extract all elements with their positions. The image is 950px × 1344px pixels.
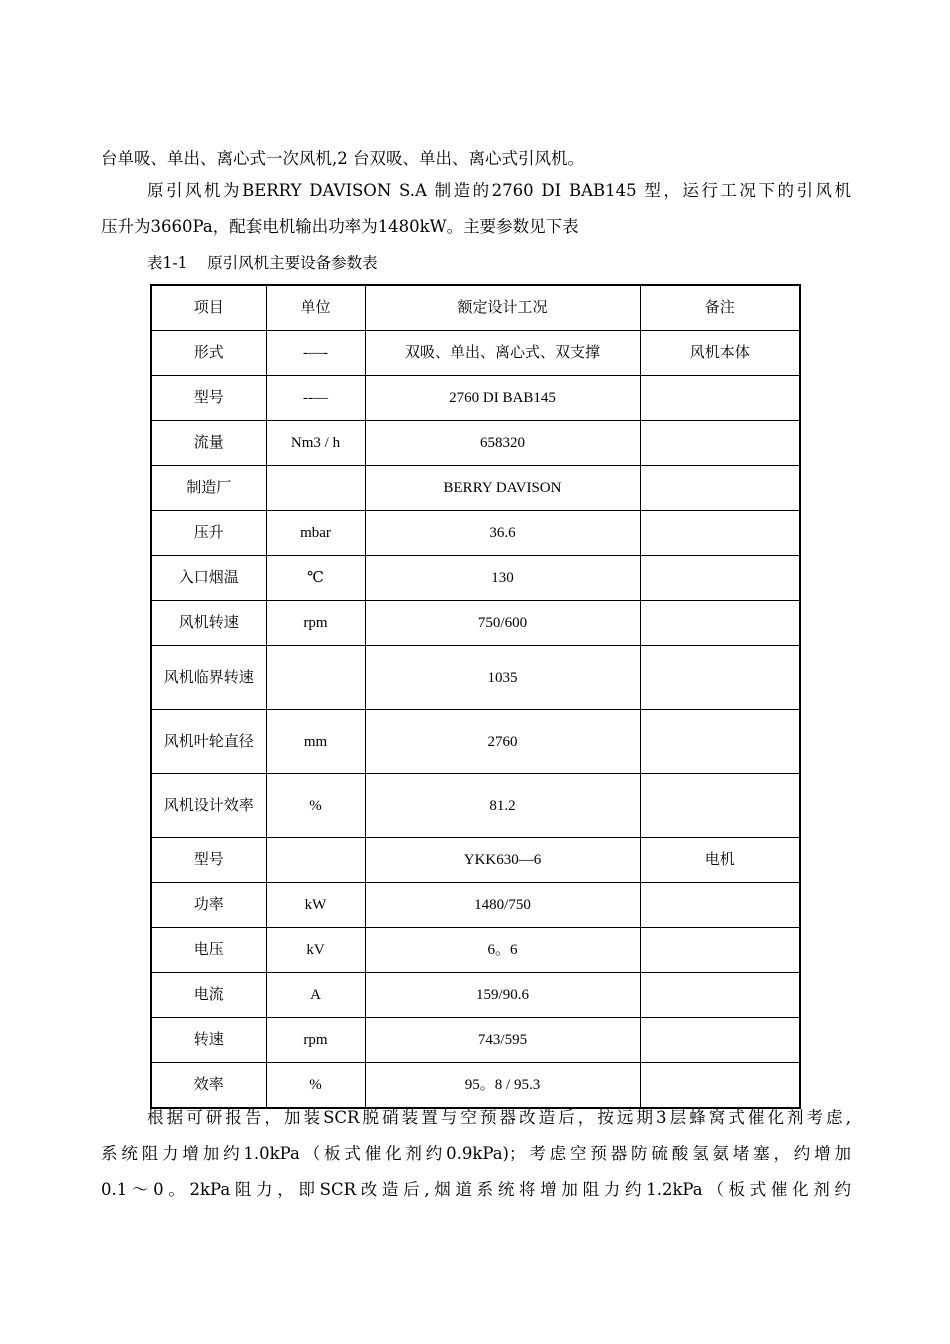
table-cell: 制造厂 xyxy=(151,466,266,511)
table-cell: 双吸、单出、离心式、双支撑 xyxy=(365,331,640,376)
table-cell: 159/90.6 xyxy=(365,973,640,1018)
table-cell: YKK630—6 xyxy=(365,838,640,883)
table-row xyxy=(151,1018,800,1063)
table-row xyxy=(151,646,800,710)
table-cell: 入口烟温 xyxy=(151,556,266,601)
table-cell xyxy=(266,646,365,710)
table-row xyxy=(151,331,800,376)
header-cell-remark: 备注 xyxy=(640,285,800,331)
table-cell xyxy=(640,601,800,646)
table-cell: 效率 xyxy=(151,1063,266,1109)
table-cell xyxy=(640,774,800,838)
table-cell: 风机本体 xyxy=(640,331,800,376)
table-cell xyxy=(640,466,800,511)
table-cell xyxy=(640,1018,800,1063)
closing-paragraph xyxy=(101,1100,851,1208)
table-row xyxy=(151,556,800,601)
table-cell xyxy=(640,511,800,556)
table-cell xyxy=(640,556,800,601)
fan-description-line-2: 压升为3660Pa，配套电机输出功率为1480kW。主要参数见下表 xyxy=(101,217,579,236)
table-cell xyxy=(640,710,800,774)
table-cell: 电机 xyxy=(640,838,800,883)
fan-description-paragraph xyxy=(101,173,851,245)
closing-line-3: 0.1～0。2kPa阻力，即SCR改造后,烟道系统将增加阻力约1.2kPa（板式催化剂约 xyxy=(101,1180,851,1199)
table-cell: 750/600 xyxy=(365,601,640,646)
intro-line-1: 台单吸、单出、离心式一次风机,2 台双吸、单出、离心式引风机。 xyxy=(101,149,584,168)
header-cell-item: 项目 xyxy=(151,285,266,331)
table-cell: 功率 xyxy=(151,883,266,928)
table-header-row xyxy=(151,285,800,331)
table-cell: kV xyxy=(266,928,365,973)
table-row xyxy=(151,883,800,928)
table-cell: 风机转速 xyxy=(151,601,266,646)
table-cell: 81.2 xyxy=(365,774,640,838)
table-row xyxy=(151,376,800,421)
header-cell-unit: 单位 xyxy=(266,285,365,331)
table-cell xyxy=(640,376,800,421)
table-row xyxy=(151,601,800,646)
table-row xyxy=(151,511,800,556)
table-cell: 743/595 xyxy=(365,1018,640,1063)
table-cell: 风机叶轮直径 xyxy=(151,710,266,774)
table-cell: 风机设计效率 xyxy=(151,774,266,838)
table-row xyxy=(151,710,800,774)
fan-description-line-1: 原引风机为BERRY DAVISON S.A 制造的2760 DI BAB145 型，运行工况下的引风机 xyxy=(147,181,851,200)
table-cell: 2760 xyxy=(365,710,640,774)
table-row xyxy=(151,466,800,511)
table-cell: ℃ xyxy=(266,556,365,601)
table-caption: 表1-1 原引风机主要设备参数表 xyxy=(147,254,378,272)
table-cell: A xyxy=(266,973,365,1018)
table-cell: % xyxy=(266,1063,365,1109)
table-cell xyxy=(640,646,800,710)
table-cell xyxy=(640,421,800,466)
table-cell: rpm xyxy=(266,601,365,646)
table-cell: --— xyxy=(266,376,365,421)
closing-line-2: 系统阻力增加约1.0kPa（板式催化剂约0.9kPa)；考虑空预器防硫酸氢氨堵塞，约增加 xyxy=(101,1144,851,1163)
table-cell: -—- xyxy=(266,331,365,376)
table-row xyxy=(151,973,800,1018)
table-cell: 658320 xyxy=(365,421,640,466)
table-cell: 1480/750 xyxy=(365,883,640,928)
closing-line-1: 根据可研报告，加装SCR脱硝装置与空预器改造后，按远期3层蜂窝式催化剂考虑, xyxy=(147,1108,851,1127)
table-cell: 风机临界转速 xyxy=(151,646,266,710)
table-cell: 1035 xyxy=(365,646,640,710)
table-cell: 形式 xyxy=(151,331,266,376)
table-cell: kW xyxy=(266,883,365,928)
table-row xyxy=(151,421,800,466)
header-cell-rated-condition: 额定设计工况 xyxy=(365,285,640,331)
table-cell: 电压 xyxy=(151,928,266,973)
table-cell: 流量 xyxy=(151,421,266,466)
table-row xyxy=(151,838,800,883)
table-cell: 型号 xyxy=(151,838,266,883)
table-cell: Nm3 / h xyxy=(266,421,365,466)
table-row xyxy=(151,774,800,838)
table-cell: 130 xyxy=(365,556,640,601)
table-cell: 电流 xyxy=(151,973,266,1018)
table-cell: 36.6 xyxy=(365,511,640,556)
table-cell: 转速 xyxy=(151,1018,266,1063)
table-cell: % xyxy=(266,774,365,838)
table-row xyxy=(151,928,800,973)
fan-parameters-table xyxy=(150,284,801,1109)
table-cell: rpm xyxy=(266,1018,365,1063)
table-cell: 型号 xyxy=(151,376,266,421)
table-cell: 压升 xyxy=(151,511,266,556)
table-cell: 95。8 / 95.3 xyxy=(365,1063,640,1109)
table-cell xyxy=(640,928,800,973)
intro-paragraph xyxy=(101,141,851,177)
table-cell: mbar xyxy=(266,511,365,556)
table-cell xyxy=(266,466,365,511)
table-cell: 6。6 xyxy=(365,928,640,973)
table-cell xyxy=(640,883,800,928)
table-cell xyxy=(640,973,800,1018)
table-cell xyxy=(266,838,365,883)
table-cell: mm xyxy=(266,710,365,774)
table-cell: BERRY DAVISON xyxy=(365,466,640,511)
table-cell: 2760 DI BAB145 xyxy=(365,376,640,421)
